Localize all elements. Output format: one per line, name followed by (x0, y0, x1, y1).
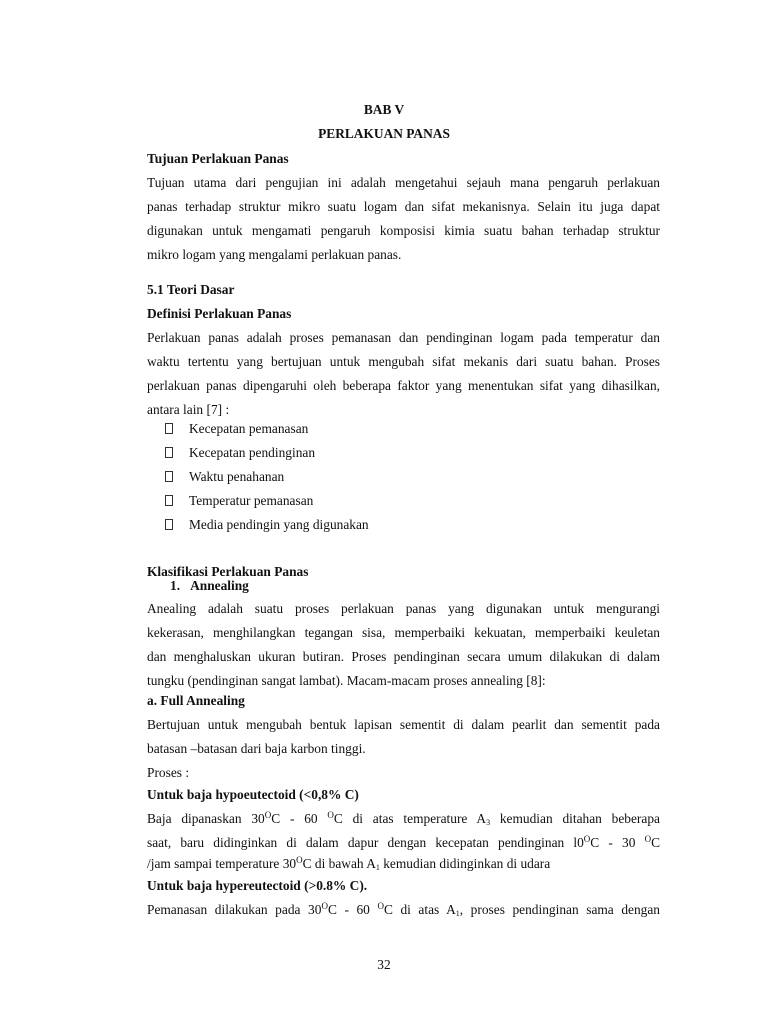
chapter-label: BAB V (363, 102, 405, 117)
paragraph-line: digunakan untuk mengamati pengaruh komposisi kimia suatu bahan terhadap struktur (147, 223, 660, 238)
subheading-hypereutectoid: Untuk baja hypereutectoid (>0.8% C). (147, 878, 368, 893)
paragraph-line: Anealing adalah suatu proses perlakuan panas yang digunakan untuk mengurangi (147, 601, 660, 616)
factor-list-item: Kecepatan pendinginan (165, 444, 315, 462)
paragraph-line: antara lain [7] : (147, 402, 230, 417)
bullet-box-icon (165, 495, 173, 506)
numbered-item-annealing: 1. Annealing (170, 578, 249, 593)
paragraph-line: tungku (pendinginan sangat lambat). Macam-macam proses annealing [8]: (147, 673, 546, 688)
paragraph-line: perlakuan panas dipengaruhi oleh beberapa faktor yang menentukan sifat yang dihasilkan, (147, 378, 660, 393)
paragraph-line: /jam sampai temperature $30^OC$ di bawah $A_1$ kemudian didinginkan di udara (147, 855, 551, 872)
paragraph-line: Tujuan utama dari pengujian ini adalah mengetahui sejauh mana pengaruh perlakuan (147, 175, 660, 190)
paragraph-line: batasan –batasan dari baja karbon tinggi. (147, 741, 366, 756)
paragraph-line: saat, baru didinginkan di dalam dapur dengan kecepatan pendinginan $l0^OC - 30$ $^O$C (147, 834, 660, 850)
proses-label: Proses : (147, 765, 190, 780)
paragraph-line: dan menghaluskan ukuran butiran. Proses pendinginan secara umum dilakukan di dalam (147, 649, 660, 664)
section-heading-teori: 5.1 Teori Dasar (147, 282, 235, 297)
factor-list-item: Waktu penahanan (165, 468, 284, 486)
page-number: 32 (377, 957, 391, 972)
paragraph-line: Bertujuan untuk mengubah bentuk lapisan sementit di dalam pearlit dan sementit pada (147, 717, 660, 732)
subheading-hypoeutectoid: Untuk baja hypoeutectoid (<0,8% C) (147, 787, 359, 802)
factor-list-item: Kecepatan pemanasan (165, 420, 308, 438)
chapter-title: PERLAKUAN PANAS (318, 126, 450, 141)
subheading-definisi: Definisi Perlakuan Panas (147, 306, 292, 321)
paragraph-line: Pemanasan dilakukan pada $30^OC - 60$ $^O$C di atas $A_1$, proses pendinginan sama dengan (147, 901, 660, 918)
factor-list-item: Temperatur pemanasan (165, 492, 313, 510)
bullet-box-icon (165, 471, 173, 482)
paragraph-line: Perlakuan panas adalah proses pemanasan dan pendinginan logam pada temperatur dan (147, 330, 660, 345)
bullet-box-icon (165, 423, 173, 434)
section-heading-tujuan: Tujuan Perlakuan Panas (147, 151, 289, 166)
paragraph-line: kekerasan, menghilangkan tegangan sisa, memperbaiki kekuatan, memperbaiki keuletan (147, 625, 660, 640)
bullet-box-icon (165, 447, 173, 458)
paragraph-line: panas terhadap struktur mikro suatu logam dan sifat mekanisnya. Selain itu juga dapat (147, 199, 660, 214)
paragraph-line: mikro logam yang mengalami perlakuan panas. (147, 247, 402, 262)
paragraph-line: Baja dipanaskan $30^OC - 60$ $^O$C di atas temperature $A_3$ kemudian ditahan beberapa (147, 810, 660, 827)
subheading-full-annealing: a. Full Annealing (147, 693, 245, 708)
paragraph-line: waktu tertentu yang bertujuan untuk mengubah sifat mekanis dari suatu bahan. Proses (147, 354, 660, 369)
bullet-box-icon (165, 519, 173, 530)
factor-list-item: Media pendingin yang digunakan (165, 516, 369, 534)
section-heading-klasifikasi: Klasifikasi Perlakuan Panas (147, 564, 309, 579)
